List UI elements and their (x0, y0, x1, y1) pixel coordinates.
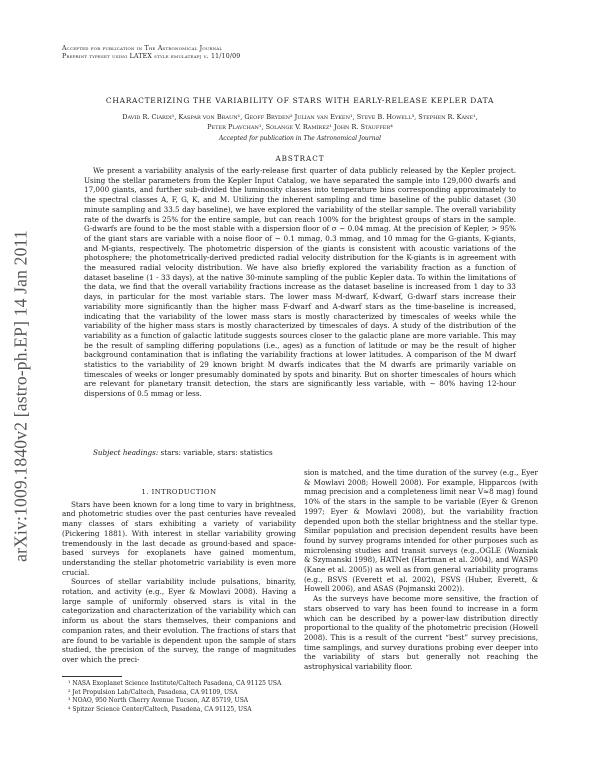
subject-headings (84, 448, 516, 458)
intro-paragraph-2-continued: sion is matched, and the time duration of the survey (e.g., Eyer & Mowlavi 2008; Howell 2008). For example, Hipparcos (with mmag precision and a completeness limit near V≈8 mag) found 10% of the stars in the sample to be variable (Eyer & Grenon 1997; Eyer & Mowlavi 2008), but the variability fraction depended upon both the stellar brightness and the stellar type. Similar population and precision dependent results have been found by survey programs intended for other purposes such as microlensing studies and transit surveys (e.g.,OGLE (Wozniak & Szymanski 1998), HATNet (Hartman et al. 2004), and WASP0 (Kane et al. 2005)) as well as from general variability programs (e.g., BSVS (Everett et al. 2002), FSVS (Huber, Everett, & Howell 2006), and ASAS (Pojmanski 2002)). (304, 468, 538, 594)
preprint-header (62, 45, 240, 61)
paper-title: CHARACTERIZING THE VARIABILITY OF STARS WITH EARLY-RELEASE KEPLER DATA (105, 96, 495, 105)
abstract-text: We present a variability analysis of the early-release first quarter of data publicly released by the Kepler project. Using the stellar parameters from the Kepler Input Catalog, we have separated the sample into 129,000 dwarfs and 17,000 giants, and further sub-divided the luminosity classes into temperature bins corresponding approximately to the spectral classes A, F, G, K, and M. Utilizing the inherent sampling and time baseline of the public dataset (30 minute sampling and 33.5 day baseline), we have explored the variability of the stellar sample. The overall variability rate of the dwarfs is 25% for the entire sample, but can reach 100% for the brightest groups of stars in the sample. G-dwarfs are found to be the most stable with a dispersion floor of σ ∼ 0.04 mmag. At the precision of Kepler, > 95% of the giant stars are variable with a noise floor of ∼ 0.1 mmag, 0.3 mmag, and 10 mmag for the G-giants, K-giants, and M-giants, respectively. The photometric dispersion of the giants is consistent with acoustic variations of the photosphere; the photometrically-derived predicted radial velocity distribution for the K-giants is in agreement with the measured radial velocity distribution. We have also briefly explored the variability fraction as a function of dataset baseline (1 - 33 days), at the native 30-minute sampling of the public Kepler data. To within the limitations of the data, we find that the overall variability fractions increase as the dataset baseline is increased from 1 day to 33 days, in particular for the most variable stars. The lower mass M-dwarf, K-dwarf, G-dwarf stars increase their variability more significantly than the higher mass F-dwarf and A-dwarf stars as the time-baseline is increased, indicating that the variability of the lower mass stars is mostly characterized by timescales of weeks while the variability of the higher mass stars is mostly characterized by timescales of days. A study of the distribution of the variability as a function of galactic latitude suggests sources closer to the galactic plane are more variable. This may be the result of sampling differing populations (i.e., ages) as a function of latitude or may be the result of higher background contamination that is inflating the variability fractions at lower latitudes. A comparison of the M dwarf statistics to the variability of 29 known bright M dwarfs indicates that the M dwarfs are primarily variable on timescales of weeks or longer presumably dominated by spots and binarity. But on shorter timescales of hours which are relevant for planetary transit detection, the stars are significantly less variable, with ∼ 80% having 12-hour dispersions of 0.5 mmag or less. (84, 166, 516, 399)
footnote-1: ¹ NASA Exoplanet Science Institute/Caltech Pasadena, CA 91125 USA (68, 680, 282, 687)
affiliation-footnotes (62, 680, 296, 714)
intro-paragraph-2: Sources of stellar variability include pulsations, binarity, rotation, and activity (e.g., Eyer & Mowlavi 2008). Having a large sample of uniformly observed stars is vital in the categorization and characterization of the variability which can inform us about the stars themselves, their companions and companion rates, and their evolution. The fractions of stars that are found to be variable is dependent upon the sample of stars studied, the precision of the survey, the range of magnitudes over which the preci- (62, 577, 296, 664)
right-column (304, 468, 538, 672)
subject-headings-text: stars: variable, stars: statistics (158, 448, 273, 457)
preprint-typeset-line: Preprint typeset using LATEX style emulateapj v. 11/10/09 (62, 53, 241, 60)
author-list (60, 112, 540, 132)
footnote-3: ³ NOAO, 950 North Cherry Avenue Tucson, AZ 85719, USA (68, 697, 249, 704)
author-line-1: David R. Ciardi¹, Kaspar von Braun¹, Geoff Bryden² Julian van Eyken¹, Steve B. Howell³, Stephen R. Kane¹, (122, 113, 478, 121)
journal-acceptance-line: Accepted for publication in The Astronomical Journal (62, 45, 223, 52)
acceptance-note: Accepted for publication in The Astronomical Journal (218, 135, 382, 142)
left-column (62, 488, 296, 665)
intro-paragraph-1: Stars have been known for a long time to vary in brightness, and photometric studies over the past centuries have revealed many classes of stars exhibiting a variety of variability (Pickering 1881). With interest in stellar variability growing tremendously in the last decade as ground-based and space-based surveys for exoplanets have gained momentum, understanding the stellar photometric variability is even more crucial. (62, 499, 296, 577)
arxiv-sidebar (6, 216, 36, 576)
intro-paragraph-3: As the surveys have become more sensitive, the fraction of stars observed to vary has been found to increase in a form which can be described by a power-law distribution directly proportional to the quality of the photometric precision (Howell 2008). This is a result of the current “best” survey precisions, time samplings, and survey durations probing ever deeper into the variability of stars but generally not reaching the astrophysical variability floor. (304, 594, 538, 672)
abstract-heading: ABSTRACT (275, 154, 325, 163)
footnote-2: ² Jet Propulsion Lab/Caltech, Pasadena, CA 91109, USA (68, 688, 238, 696)
footnote-4: ⁴ Spitzer Science Center/Caltech, Pasadena, CA 91125, USA (68, 705, 252, 713)
footnote-rule (62, 676, 122, 677)
arxiv-identifier: arXiv:1009.1840v2 [astro-ph.EP] 14 Jan 2011 (10, 230, 31, 562)
subject-headings-label: Subject headings: (93, 448, 159, 457)
introduction-heading: 1. INTRODUCTION (141, 488, 217, 496)
author-line-2: Peter Plavchan¹, Solange V. Ramírez¹ John R. Stauffer⁴ (207, 123, 393, 131)
